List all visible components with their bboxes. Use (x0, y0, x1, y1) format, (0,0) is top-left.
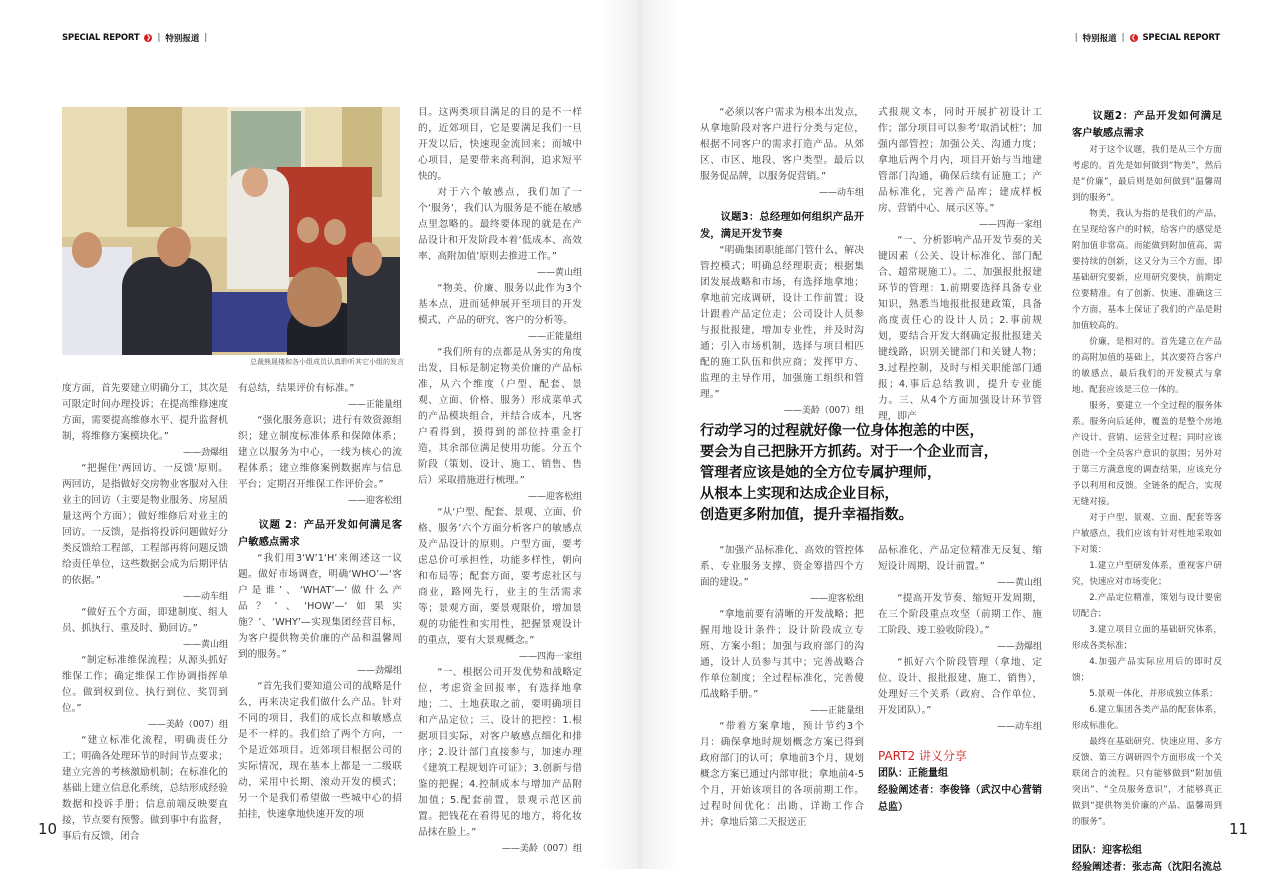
group-signature: ——黄山组 (536, 268, 582, 278)
page-gutter (600, 0, 680, 869)
group-signature: ——迎客松组 (809, 594, 864, 604)
paragraph: “我们用3‘W’1‘H’来阐述这一议题。做好市场调查，明确‘WHO’—‘客户是谁’、‘WHAT’—‘做什么产品？’、‘HOW’—‘如果实施？’、‘WHY’—实现集团经营目标，为客户提供物美价廉的产品和温馨周到的服务。” (238, 553, 402, 660)
arrow-circle-icon: ❮ (1131, 34, 1137, 41)
group-signature: ——正能量组 (347, 400, 402, 410)
paragraph: 价廉，是相对的。首先建立在产品的高附加值的基础上，其次要符合客户的敏感点，最后我们的开发模式与拿地、配套应该是三位一体的。 (1072, 337, 1222, 395)
group-signature: ——四海一家组 (978, 220, 1042, 230)
paragraph: 2.产品定位精准，策划与设计要密切配合； (1072, 593, 1222, 619)
paragraph: 对于户型、景观、立面、配套等客户敏感点，我们应该有针对性地采取如下对策： (1072, 513, 1222, 555)
header-en: SPECIAL REPORT (1142, 33, 1220, 43)
paragraph: “我们所有的点都是从务实的角度出发，目标是制定物美价廉的产品标准，从六个维度（户型、配套、景观、立面、价格、服务）形成菜单式的产品模块组合，并结合成本，凡客户看得到，摸得到的部位持重金打造，其余部位满足使用功能。分五个阶段（策划、设计、施工、销售、售后）采取措施进行梳理。” (418, 347, 582, 486)
group-signature: ——四海一家组 (518, 652, 582, 662)
group-signature: ——动车组 (818, 188, 864, 198)
header-en: SPECIAL REPORT (62, 33, 140, 43)
paragraph: “一、分析影响产品开发节奏的关键因素（公关、设计标准化、部门配合、超常规施工）。二、加强报批报建环节的管理：1.前期要选择具备专业知识，熟悉当地报批报建政策，具备高度责任心的设计人员；2.事前规划，要结合开发大纲确定报批报建关键线路，识别关键部门和关键人物；3.过程控制，及时与相关职能部门通报；4.事后总结教训，提升专业能力。三、从4个方面加强设计环节管理，即产 (878, 235, 1042, 422)
paragraph: 3.建立项目立面的基础研究体系，形成各类标准； (1072, 625, 1222, 651)
info-line: 团队：迎客松组 (1072, 845, 1142, 856)
paragraph: “提高开发节奏、缩短开发周期，在三个阶段重点攻坚（前期工作、施工阶段、竣工验收阶段）。” (878, 593, 1042, 636)
paragraph: “做好五个方面，即建制度、组人员、抓执行、重及时、勤回访。” (62, 607, 228, 634)
paragraph: 4.加强产品实际应用后的即时反馈； (1072, 657, 1222, 683)
paragraph: “首先我们要知道公司的战略是什么，再来决定我们做什么产品。针对不同的项目，我们的成长点和敏感点是不一样的。我们给了两个方向，一个是近郊项目。近郊项目根据公司的实际情况，现在基本上都是一二级联动，采用中长期、滚动开发的模式；另一个是我们希望做一些城中心的招拍挂，快速拿地快速开发的项 (238, 681, 402, 820)
header-cn: 特别报道 (165, 34, 200, 44)
section-heading: 议题3：总经理如何组织产品开发，满足开发节奏 (700, 211, 864, 240)
part-heading: PART2 讲义分享 (878, 749, 967, 763)
header-left (62, 32, 207, 44)
paragraph: “必须以客户需求为根本出发点，从拿地阶段对客户进行分类与定位，根据不同客户的需求打造产品。从郊区、市区、地段、客户类型。最后以服务促品牌，以服务促营销。” (700, 107, 864, 182)
group-signature: ——劲爆组 (182, 448, 228, 458)
paragraph: 式报规文本，同时开展扩初设计工作；部分项目可以参考‘取消试桩’；加强内部管控；加强公关、沟通力度；拿地后两个月内，项目开始与当地建管部门沟通，确保后续有证施工；产品标准化，完善产品库；建成样板房、营销中心、展示区等。” (878, 107, 1042, 214)
pull-quote-line: 管理者应该是她的全方位专属护理师， (700, 465, 942, 481)
group-signature: ——迎客松组 (527, 492, 582, 502)
paragraph: “明确集团职能部门管什么，解决管控模式；明确总经理职责；根据集团发展战略和市场，有选择地拿地；拿地前完成调研，设计工作前置；设计跟着产品定位走；公司设计人员参与报批报建，增加专业性，并及时沟通；引入市场机制，选择与项目相匹配的施工队伍和供应商；发挥甲方、监理的主导作用，加强施工组织和管理。” (700, 245, 864, 400)
paragraph: 有总结，结果评价有标准。” (238, 383, 355, 394)
paragraph: “带着方案拿地，预计节约3个月：确保拿地时规划概念方案已得到政府部门的认可；拿地前3个月，规划概念方案已通过内部审批；拿地前4-5个月，开始该项目的各项前期工作。过程时间优化：出勘、详勘工作合并；拿地后第二天报送正 (700, 721, 864, 828)
paragraph: 对于这个议题，我们是从三个方面考虑的。首先是如何做到“物美”，然后是“价廉”，最后则是如何做到“温馨周到的服务”。 (1072, 145, 1222, 203)
article-column-3 (418, 105, 582, 857)
group-signature: ——迎客松组 (347, 496, 402, 506)
article-column-4-bottom (700, 543, 864, 831)
divider: | (204, 33, 208, 43)
pull-quote-line: 从根本上实现和达成企业目标， (700, 486, 899, 502)
paragraph: 1.建立户型研发体系，重视客户研究，快速应对市场变化； (1072, 561, 1222, 587)
paragraph: “抓好六个阶段管理（拿地、定位、设计、报批报建、施工、销售），处理好三个关系（政府、合作单位、开发团队）。” (878, 657, 1042, 716)
article-column-5-bottom (878, 543, 1042, 816)
paragraph: “一、根据公司开发优势和战略定位，考虑资金回报率，有选择地拿地；二、土地获取之前，要明确项目和产品定位；三、设计的把控：1.根据项目实际，对客户敏感点细化和排序；2.设计部门直接参与，加速办理《建筑工程规划许可证》；3.创新与借鉴的把握；4.控制成本与增加产品附加值；5.配套前置，景观示范区前置。把钱花在看得见的地方，将化妆品抹在脸上。” (418, 667, 582, 838)
paragraph: “从‘户型、配套、景观、立面、价格、服务’六个方面分析客户的敏感点及产品设计的原则。户型方面，要考虑总价可承担性，功能多样性，朝向和布局等；配套方面，要考虑社区与商业，路网先行，业主的生活需求等；景观方面，要景观限价，增加景观的功能性和实用性，把握景观设计的重点，要有大景观概念。” (418, 507, 582, 646)
article-column-6 (1072, 100, 1222, 876)
group-signature: ——动车组 (182, 592, 228, 602)
paragraph: “物美、价廉、服务以此作为3个基本点，进而延伸展开至项目的开发模式、产品的研究、客户的分析等。 (418, 283, 582, 326)
section-heading: 议题 2：产品开发如何满足客户敏感点需求 (238, 519, 402, 548)
article-column-4-top (700, 105, 864, 419)
group-signature: ——美龄（007）组 (783, 406, 864, 416)
paragraph: “强化服务意识；进行有效资源组织；建立制度标准体系和保障体系；建立以服务为中心，一线为核心的流程体系；建立维修案例数据库与信息平台；定期召开维保工作评价会。” (238, 415, 402, 490)
divider: | (1074, 33, 1078, 43)
header-right (1075, 32, 1220, 44)
pull-quote-line: 创造更多附加值，提升幸福指数。 (700, 507, 913, 523)
page-number-right: 11 (1229, 820, 1249, 838)
divider: | (1121, 33, 1125, 43)
info-line: 经验阐述者：李俊锋（武汉中心营销总监） (878, 785, 1042, 813)
header-cn: 特别报道 (1082, 34, 1117, 44)
paragraph: 度方面，首先要建立明确分工，其次是可限定时间办理投诉；在提高维修速度方面，需要提高维修水平、提升监督机制，将维修方案模块化。” (62, 383, 228, 442)
info-line: 团队：正能量组 (878, 768, 948, 779)
paragraph: 最终在基础研究、快速应用、多方反馈、第三方调研四个方面形成一个关联闭合的流程。只有能够做到“附加值突出”、“全员服务意识”，才能够真正做到“提供物美价廉的产品、温馨周到的服务”。 (1072, 737, 1222, 827)
article-column-1 (62, 381, 228, 845)
pull-quote-line: 行动学习的过程就好像一位身体抱恙的中医， (700, 423, 984, 439)
page-number-left: 10 (38, 820, 58, 838)
pull-quote-line: 要会为自己把脉开方抓药。对于一个企业而言， (700, 444, 998, 460)
paragraph: 物美，我认为指的是我们的产品，在呈现给客户的时候，给客户的感觉是附加值非常高。而能做到附加值高，需要持续的创新，这又分为三个方面，即基础研究要新，应用研究要快，前期定位要精准。有了创新、快速、准确这三个方面，基本上保证了我们的产品是附加值较高的。 (1072, 209, 1222, 331)
group-signature: ——黄山组 (182, 640, 228, 650)
group-signature: ——美龄（007）组 (147, 720, 228, 730)
spacer (1072, 830, 1222, 842)
article-column-2 (238, 381, 402, 823)
paragraph: 6.建立集团各类产品的配套体系，形成标准化。 (1072, 705, 1222, 731)
photo-caption: 总裁熊晟楼和各小组成员认真聆听其它小组的发言 (250, 358, 404, 366)
group-signature: ——美龄（007）组 (501, 844, 582, 854)
paragraph: “加强产品标准化、高效的管控体系、专业服务支撑、资金筹措四个方面的建设。” (700, 545, 864, 588)
group-signature: ——正能量组 (809, 706, 864, 716)
paragraph: 服务，要建立一个全过程的服务体系。服务向后延伸，覆盖的是整个房地产设计、营销、运营全过程；同时应该创造一个全员客户意识的氛围；另外对于第三方满意度的调查结果，应该充分予以利用和反馈。全链条的配合，实现无缝对接。 (1072, 401, 1222, 507)
paragraph: 5.景观一体化，并形成独立体系； (1089, 689, 1218, 699)
group-signature: ——动车组 (996, 722, 1042, 732)
pull-quote (700, 421, 1040, 526)
paragraph: “把握住‘两回访、一反馈’原则。两回访，是指做好交房物业客服对入住业主的回访（主要是物业服务、房屋质量这两个方面）；做好维修后对业主的回访。一反馈，是指将投诉问题做好分类反馈给工程部，工程部再将问题反馈给责任单位，这些数据会成为后期评估的依据。” (62, 463, 228, 586)
meeting-photo (62, 107, 400, 355)
paragraph: “制定标准维保流程；从源头抓好维保工作；确定维保工作协调指挥单位。做到权到位、执行到位、奖罚到位。” (62, 655, 228, 714)
paragraph: 目。这两类项目满足的目的是不一样的，近郊项目，它是要满足我们一旦开发以后，快速现金流回来；而城中心项目，是要带来高利润，追求短平快的。 (418, 107, 582, 182)
paragraph: “拿地前要有清晰的开发战略；把握用地设计条件；设计阶段成立专班、方案小组；加强与政府部门的沟通，设计人员参与其中；完善战略合作单位制度；全过程标准化，完善傻瓜战略手册。” (700, 609, 864, 700)
group-signature: ——劲爆组 (356, 666, 402, 676)
article-column-5-top (878, 105, 1042, 425)
group-signature: ——劲爆组 (996, 642, 1042, 652)
group-signature: ——正能量组 (527, 332, 582, 342)
divider: | (157, 33, 161, 43)
section-heading: 议题2：产品开发如何满足客户敏感点需求 (1072, 110, 1222, 139)
paragraph: “建立标准化流程，明确责任分工；明确各处理环节的时间节点要求；建立完善的考核激励机制；在标准化的基础上建立信息化系统，总结形成经验数据和投诉手册；信息前端反映要直接，节点要有预警。做到事中有监督，事后有反馈，闭合 (62, 735, 228, 842)
paragraph: 品标准化、产品定位精准无反复、缩短设计周期、设计前置。” (878, 545, 1042, 572)
arrow-circle-icon: ❯ (145, 34, 151, 41)
paragraph: 对于六个敏感点，我们加了一个‘服务’，我们认为服务是不能在敏感点里忽略的。最终要体现的就是在产品设计和开发阶段本着‘低成本、高效率、高附加值’原则去推进工作。” (418, 187, 582, 262)
group-signature: ——黄山组 (996, 578, 1042, 588)
info-line: 经验阐述者：张志高（沈阳名流总 (1072, 862, 1222, 873)
